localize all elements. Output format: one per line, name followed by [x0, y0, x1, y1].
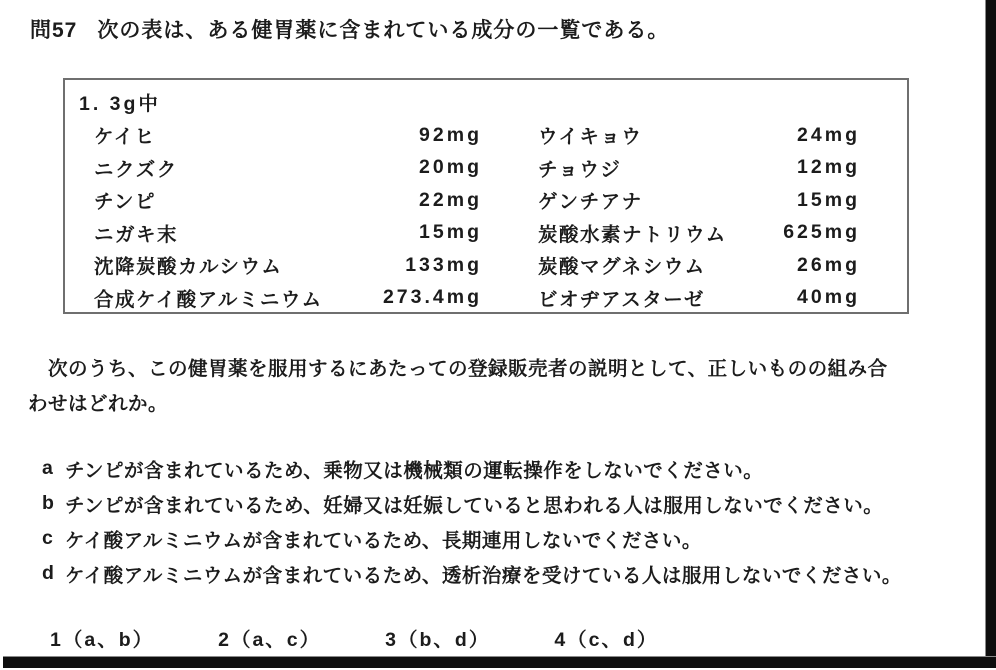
ingredient-table	[63, 78, 909, 314]
page-title	[30, 14, 669, 44]
ingredient-amount: 22mg	[419, 188, 482, 211]
ingredient-name: チョウジ	[538, 158, 622, 181]
table-row	[65, 249, 907, 282]
ingredient-amount: 133mg	[405, 253, 482, 276]
ingredient-amount: 92mg	[419, 123, 482, 146]
ingredient-name: 沈降炭酸カルシウム	[94, 256, 283, 279]
ingredient-name: ビオヂアスターゼ	[538, 288, 705, 311]
table-row	[65, 152, 907, 185]
ingredient-amount: 20mg	[419, 156, 482, 179]
ingredient-name: チンピ	[94, 191, 157, 214]
ingredient-amount: 26mg	[797, 253, 860, 276]
answer-choice-2: 2（a、c）	[218, 629, 322, 651]
statement-text: ケイ酸アルミニウムが含まれているため、透析治療を受けている人は服用しないでください。	[65, 564, 902, 587]
ingredient-name: ニガキ末	[94, 223, 179, 246]
ingredient-name: 炭酸水素ナトリウム	[538, 223, 727, 246]
ingredient-amount: 273.4mg	[382, 286, 482, 309]
table-row	[65, 184, 907, 217]
statement-letter: b	[42, 492, 54, 514]
question-text-line2: わせはどれか。	[28, 393, 169, 415]
ingredient-name: ケイヒ	[94, 126, 156, 149]
statement-letter: a	[42, 457, 53, 479]
ingredient-amount: 15mg	[797, 188, 860, 211]
table-row	[65, 119, 907, 152]
table-header: 1. 3g中	[79, 92, 161, 115]
ingredient-amount: 625mg	[783, 221, 860, 244]
ingredient-amount: 12mg	[797, 156, 860, 179]
statement-text: ケイ酸アルミニウムが含まれているため、長期連用しないでください。	[65, 529, 702, 552]
statement-text: チンピが含まれているため、乗物又は機械類の運転操作をしないでください。	[65, 459, 764, 482]
statement-text: チンピが含まれているため、妊婦又は妊娠していると思われる人は服用しないでください。	[65, 494, 884, 517]
ingredient-amount: 40mg	[797, 286, 860, 309]
answer-choices	[50, 624, 658, 652]
answer-choice-4: 4（c、d）	[554, 629, 659, 651]
ingredient-name: ゲンチアナ	[538, 191, 643, 214]
statement-d	[42, 556, 902, 591]
scan-edge-right	[985, 0, 996, 668]
statement-c	[42, 521, 902, 556]
ingredient-amount: 24mg	[797, 123, 860, 146]
ingredient-name: 合成ケイ酸アルミニウム	[94, 288, 323, 311]
statement-a	[42, 451, 902, 486]
answer-choice-3: 3（b、d）	[385, 629, 491, 651]
ingredient-name: ニクズク	[94, 158, 178, 181]
statement-letter: d	[42, 562, 54, 584]
statement-b	[42, 486, 902, 521]
answer-choice-1: 1（a、b）	[50, 629, 155, 651]
scan-edge-bottom	[3, 656, 996, 668]
question-text	[28, 352, 980, 422]
question-text-line1: 次のうち、この健胃薬を服用するにあたっての登録販売者の説明として、正しいものの組み合	[28, 358, 888, 380]
question-number: 問57	[30, 19, 78, 42]
ingredient-name: 炭酸マグネシウム	[538, 256, 706, 279]
ingredient-name: ウイキョウ	[538, 126, 643, 149]
statement-list	[42, 451, 902, 591]
statement-letter: c	[42, 527, 53, 549]
question-title: 次の表は、ある健胃薬に含まれている成分の一覧である。	[97, 19, 670, 42]
table-row	[65, 282, 907, 315]
ingredient-amount: 15mg	[419, 221, 482, 244]
table-row	[65, 217, 907, 250]
